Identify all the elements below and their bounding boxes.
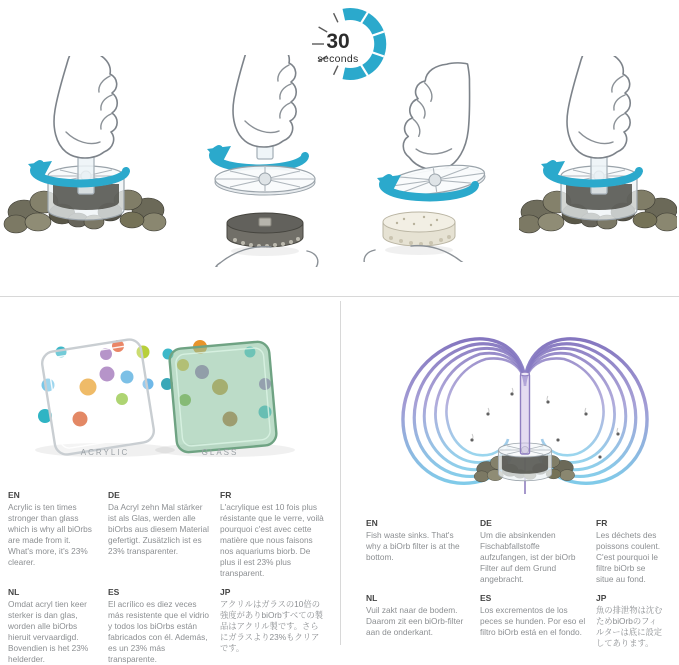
- hand: [54, 56, 117, 158]
- lang-text: Fish waste sinks. That's why a biOrb filter is at the bottom.: [366, 530, 460, 563]
- acrylic-panel: [40, 338, 155, 456]
- lang-code: ES: [108, 587, 120, 598]
- lang-code: NL: [366, 593, 378, 604]
- lang-text: El acrílico es diez veces más resistente que el vidrio y todos los biOrbs están fabricados con él. Además, es un 23% más transparente.: [108, 599, 209, 665]
- lang-text: Vuil zakt naar de bodem. Daarom zit een biOrb-filter aan de onderkant.: [366, 605, 464, 638]
- acrylic-label: ACRYLIC: [80, 448, 130, 457]
- lang-code: EN: [366, 518, 378, 528]
- filter-tube: [521, 374, 530, 454]
- lang-block: [366, 518, 480, 585]
- rotate-arrow-icon: [207, 146, 305, 168]
- lang-code: FR: [220, 490, 232, 500]
- tube-opening: [521, 372, 530, 376]
- vertical-divider: [340, 301, 341, 645]
- water-flow-illustration: [390, 322, 660, 502]
- step-3-illustration: [357, 52, 512, 262]
- used-cartridge: [227, 213, 303, 248]
- new-cartridge: [383, 212, 455, 246]
- lang-block: [596, 518, 674, 585]
- lang-code: DE: [480, 518, 492, 528]
- step-4-illustration: [519, 56, 677, 236]
- lang-text: アクリルはガラスの10倍の強度がありbiOrbすべての製品はアクリル製です。さらにガラスより23%もクリアです。: [220, 599, 324, 654]
- lang-text: Acrylic is ten times stronger than glass which is why all biOrbs are made from it. What's more, it's 23% clearer.: [8, 502, 92, 568]
- hand: [567, 56, 630, 158]
- lang-code: ES: [480, 593, 492, 604]
- step-2-illustration: [190, 55, 340, 267]
- lang-block: [220, 587, 336, 665]
- step-1-illustration: [2, 56, 170, 236]
- lang-text: Les déchets des poissons coulent. C'est pourquoi le filtre biOrb se situe au fond.: [596, 530, 661, 585]
- lang-text: L'acrylique est 10 fois plus résistante que le verre, voilà pourquoi c'est avec cette matière que nous faisons nos aquariums biorb. De plus il est 23% plus transparent.: [220, 502, 324, 579]
- lang-block: [480, 593, 596, 649]
- lang-code: EN: [8, 490, 20, 500]
- horizontal-divider: [0, 296, 679, 297]
- lang-text: 魚の排泄物は沈むためbiOrbのフィルターは底に設定してあります。: [596, 605, 663, 649]
- acrylic-glass-illustration: [10, 312, 330, 462]
- lang-code: JP: [220, 587, 231, 598]
- timer-value: 30: [326, 30, 350, 53]
- lang-code: FR: [596, 518, 608, 528]
- lang-text: Um die absinkenden Fischabfallstoffe aufzufangen, ist der biOrb Filter auf dem Grund angebracht.: [480, 530, 576, 585]
- hand: [233, 55, 296, 147]
- filter-text-grid: [366, 518, 674, 649]
- lang-text: Omdat acryl tien keer sterker is dan glas, worden alle biOrbs hieruit vervaardigd. Bovendien is het 23% helderder.: [8, 599, 89, 665]
- lang-block: [8, 490, 108, 579]
- timer-unit: seconds: [317, 53, 359, 65]
- glass-panel: [169, 341, 278, 453]
- lang-block: [108, 490, 220, 579]
- lang-block: [596, 593, 674, 649]
- lang-block: [108, 587, 220, 665]
- lang-text: Da Acryl zehn Mal stärker ist als Glas, werden alle biOrbs aus diesem Material gefertigt. Zusätzlich ist es 23% transparenter.: [108, 502, 209, 557]
- lang-block: [480, 518, 596, 585]
- lang-code: JP: [596, 593, 607, 604]
- tilted-tube-group: [395, 52, 487, 177]
- lang-block: [8, 587, 108, 665]
- lang-block: [220, 490, 336, 579]
- acrylic-text-grid: [8, 490, 338, 665]
- glass-label: GLASS: [201, 448, 239, 457]
- lang-code: NL: [8, 587, 20, 598]
- lang-block: [366, 593, 480, 649]
- lang-code: DE: [108, 490, 120, 500]
- hand: [395, 52, 487, 177]
- lang-text: Los excrementos de los peces se hunden. Por eso el filtro biOrb está en el fondo.: [480, 605, 586, 638]
- filter-plate: [215, 166, 315, 195]
